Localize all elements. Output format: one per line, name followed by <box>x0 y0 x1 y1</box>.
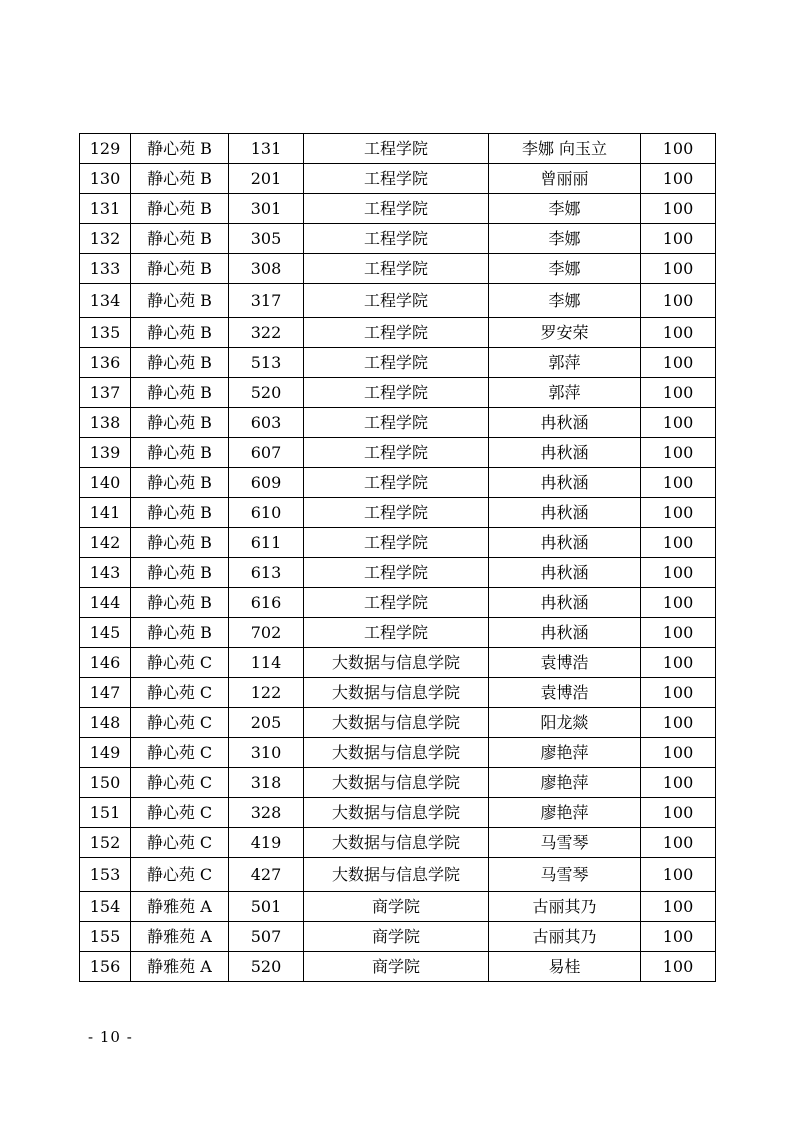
counselor-cell: 冉秋涵 <box>489 558 641 588</box>
building-cell: 静雅苑 A <box>131 952 229 982</box>
room-number-cell: 610 <box>229 498 304 528</box>
room-number-cell: 427 <box>229 858 304 892</box>
college-cell: 大数据与信息学院 <box>304 768 489 798</box>
room-number-cell: 609 <box>229 468 304 498</box>
college-cell: 工程学院 <box>304 318 489 348</box>
building-cell: 静心苑 C <box>131 738 229 768</box>
row-number-cell: 146 <box>80 648 131 678</box>
row-number-cell: 131 <box>80 194 131 224</box>
building-cell: 静心苑 B <box>131 558 229 588</box>
college-cell: 工程学院 <box>304 134 489 164</box>
row-number-cell: 156 <box>80 952 131 982</box>
counselor-cell: 李娜 <box>489 224 641 254</box>
score-cell: 100 <box>641 224 716 254</box>
score-cell: 100 <box>641 438 716 468</box>
college-cell: 大数据与信息学院 <box>304 828 489 858</box>
building-cell: 静心苑 B <box>131 224 229 254</box>
room-number-cell: 419 <box>229 828 304 858</box>
table-row <box>80 254 716 284</box>
counselor-cell: 袁博浩 <box>489 648 641 678</box>
building-cell: 静心苑 C <box>131 708 229 738</box>
college-cell: 大数据与信息学院 <box>304 738 489 768</box>
building-cell: 静心苑 B <box>131 408 229 438</box>
score-cell: 100 <box>641 284 716 318</box>
score-cell: 100 <box>641 378 716 408</box>
building-cell: 静心苑 B <box>131 588 229 618</box>
row-number-cell: 152 <box>80 828 131 858</box>
counselor-cell: 廖艳萍 <box>489 738 641 768</box>
building-cell: 静心苑 C <box>131 768 229 798</box>
table-body <box>80 134 716 982</box>
building-cell: 静心苑 B <box>131 254 229 284</box>
row-number-cell: 140 <box>80 468 131 498</box>
table-row <box>80 922 716 952</box>
table-row <box>80 952 716 982</box>
college-cell: 工程学院 <box>304 254 489 284</box>
table-row <box>80 738 716 768</box>
room-number-cell: 310 <box>229 738 304 768</box>
row-number-cell: 142 <box>80 528 131 558</box>
building-cell: 静心苑 B <box>131 318 229 348</box>
building-cell: 静心苑 C <box>131 828 229 858</box>
table-row <box>80 348 716 378</box>
score-cell: 100 <box>641 858 716 892</box>
row-number-cell: 154 <box>80 892 131 922</box>
table-row <box>80 798 716 828</box>
college-cell: 工程学院 <box>304 588 489 618</box>
building-cell: 静心苑 C <box>131 648 229 678</box>
college-cell: 工程学院 <box>304 284 489 318</box>
row-number-cell: 137 <box>80 378 131 408</box>
college-cell: 工程学院 <box>304 164 489 194</box>
score-cell: 100 <box>641 498 716 528</box>
row-number-cell: 129 <box>80 134 131 164</box>
table-row <box>80 164 716 194</box>
college-cell: 工程学院 <box>304 194 489 224</box>
score-cell: 100 <box>641 408 716 438</box>
row-number-cell: 149 <box>80 738 131 768</box>
score-cell: 100 <box>641 194 716 224</box>
room-number-cell: 613 <box>229 558 304 588</box>
college-cell: 工程学院 <box>304 558 489 588</box>
counselor-cell: 冉秋涵 <box>489 468 641 498</box>
building-cell: 静心苑 C <box>131 678 229 708</box>
room-number-cell: 611 <box>229 528 304 558</box>
building-cell: 静心苑 B <box>131 284 229 318</box>
table-row <box>80 224 716 254</box>
room-number-cell: 501 <box>229 892 304 922</box>
score-cell: 100 <box>641 588 716 618</box>
college-cell: 工程学院 <box>304 438 489 468</box>
college-cell: 工程学院 <box>304 528 489 558</box>
counselor-cell: 廖艳萍 <box>489 798 641 828</box>
table-row <box>80 648 716 678</box>
row-number-cell: 130 <box>80 164 131 194</box>
table-row <box>80 528 716 558</box>
row-number-cell: 141 <box>80 498 131 528</box>
building-cell: 静心苑 C <box>131 858 229 892</box>
score-cell: 100 <box>641 828 716 858</box>
counselor-cell: 冉秋涵 <box>489 588 641 618</box>
room-number-cell: 520 <box>229 952 304 982</box>
room-number-cell: 603 <box>229 408 304 438</box>
table-row <box>80 588 716 618</box>
counselor-cell: 马雪琴 <box>489 828 641 858</box>
row-number-cell: 139 <box>80 438 131 468</box>
building-cell: 静雅苑 A <box>131 922 229 952</box>
table-row <box>80 378 716 408</box>
room-number-cell: 122 <box>229 678 304 708</box>
row-number-cell: 153 <box>80 858 131 892</box>
score-cell: 100 <box>641 558 716 588</box>
row-number-cell: 147 <box>80 678 131 708</box>
page-number: - 10 - <box>88 1028 133 1046</box>
college-cell: 大数据与信息学院 <box>304 798 489 828</box>
score-cell: 100 <box>641 708 716 738</box>
score-cell: 100 <box>641 348 716 378</box>
college-cell: 大数据与信息学院 <box>304 678 489 708</box>
room-number-cell: 520 <box>229 378 304 408</box>
score-cell: 100 <box>641 468 716 498</box>
score-cell: 100 <box>641 798 716 828</box>
score-cell: 100 <box>641 648 716 678</box>
building-cell: 静心苑 B <box>131 618 229 648</box>
building-cell: 静心苑 B <box>131 378 229 408</box>
building-cell: 静雅苑 A <box>131 892 229 922</box>
room-number-cell: 616 <box>229 588 304 618</box>
building-cell: 静心苑 B <box>131 468 229 498</box>
row-number-cell: 150 <box>80 768 131 798</box>
counselor-cell: 冉秋涵 <box>489 528 641 558</box>
table-row <box>80 134 716 164</box>
counselor-cell: 郭萍 <box>489 378 641 408</box>
counselor-cell: 曾丽丽 <box>489 164 641 194</box>
college-cell: 大数据与信息学院 <box>304 648 489 678</box>
counselor-cell: 李娜 <box>489 254 641 284</box>
counselor-cell: 李娜 <box>489 194 641 224</box>
score-cell: 100 <box>641 738 716 768</box>
college-cell: 工程学院 <box>304 348 489 378</box>
score-cell: 100 <box>641 528 716 558</box>
table-row <box>80 768 716 798</box>
room-number-cell: 513 <box>229 348 304 378</box>
room-number-cell: 305 <box>229 224 304 254</box>
counselor-cell: 冉秋涵 <box>489 408 641 438</box>
room-number-cell: 131 <box>229 134 304 164</box>
college-cell: 商学院 <box>304 892 489 922</box>
counselor-cell: 罗安荣 <box>489 318 641 348</box>
row-number-cell: 135 <box>80 318 131 348</box>
score-cell: 100 <box>641 768 716 798</box>
table-row <box>80 498 716 528</box>
row-number-cell: 143 <box>80 558 131 588</box>
room-number-cell: 507 <box>229 922 304 952</box>
table-row <box>80 858 716 892</box>
row-number-cell: 136 <box>80 348 131 378</box>
room-number-cell: 607 <box>229 438 304 468</box>
building-cell: 静心苑 B <box>131 134 229 164</box>
row-number-cell: 148 <box>80 708 131 738</box>
college-cell: 工程学院 <box>304 498 489 528</box>
room-number-cell: 318 <box>229 768 304 798</box>
row-number-cell: 144 <box>80 588 131 618</box>
counselor-cell: 冉秋涵 <box>489 438 641 468</box>
score-cell: 100 <box>641 134 716 164</box>
counselor-cell: 冉秋涵 <box>489 618 641 648</box>
building-cell: 静心苑 B <box>131 348 229 378</box>
table-row <box>80 318 716 348</box>
college-cell: 工程学院 <box>304 224 489 254</box>
counselor-cell: 阳龙燚 <box>489 708 641 738</box>
row-number-cell: 134 <box>80 284 131 318</box>
score-cell: 100 <box>641 678 716 708</box>
table-row <box>80 468 716 498</box>
room-number-cell: 114 <box>229 648 304 678</box>
row-number-cell: 133 <box>80 254 131 284</box>
counselor-cell: 李娜 <box>489 284 641 318</box>
table-row <box>80 892 716 922</box>
room-number-cell: 301 <box>229 194 304 224</box>
college-cell: 大数据与信息学院 <box>304 858 489 892</box>
building-cell: 静心苑 B <box>131 164 229 194</box>
building-cell: 静心苑 C <box>131 798 229 828</box>
row-number-cell: 145 <box>80 618 131 648</box>
row-number-cell: 138 <box>80 408 131 438</box>
counselor-cell: 易桂 <box>489 952 641 982</box>
room-number-cell: 205 <box>229 708 304 738</box>
table-row <box>80 438 716 468</box>
table-row <box>80 408 716 438</box>
college-cell: 工程学院 <box>304 408 489 438</box>
table-row <box>80 284 716 318</box>
building-cell: 静心苑 B <box>131 498 229 528</box>
counselor-cell: 古丽其乃 <box>489 922 641 952</box>
college-cell: 商学院 <box>304 922 489 952</box>
counselor-cell: 古丽其乃 <box>489 892 641 922</box>
table-row <box>80 558 716 588</box>
room-number-cell: 317 <box>229 284 304 318</box>
counselor-cell: 冉秋涵 <box>489 498 641 528</box>
score-cell: 100 <box>641 892 716 922</box>
score-cell: 100 <box>641 254 716 284</box>
room-number-cell: 702 <box>229 618 304 648</box>
score-cell: 100 <box>641 922 716 952</box>
score-cell: 100 <box>641 164 716 194</box>
score-cell: 100 <box>641 618 716 648</box>
table-row <box>80 828 716 858</box>
building-cell: 静心苑 B <box>131 194 229 224</box>
row-number-cell: 151 <box>80 798 131 828</box>
room-number-cell: 201 <box>229 164 304 194</box>
row-number-cell: 155 <box>80 922 131 952</box>
table-row <box>80 618 716 648</box>
counselor-cell: 马雪琴 <box>489 858 641 892</box>
row-number-cell: 132 <box>80 224 131 254</box>
counselor-cell: 郭萍 <box>489 348 641 378</box>
room-number-cell: 328 <box>229 798 304 828</box>
table-row <box>80 708 716 738</box>
room-number-cell: 308 <box>229 254 304 284</box>
counselor-cell: 李娜 向玉立 <box>489 134 641 164</box>
college-cell: 工程学院 <box>304 468 489 498</box>
score-cell: 100 <box>641 952 716 982</box>
college-cell: 工程学院 <box>304 618 489 648</box>
dorm-score-table <box>79 133 716 982</box>
room-number-cell: 322 <box>229 318 304 348</box>
table-row <box>80 194 716 224</box>
table-row <box>80 678 716 708</box>
counselor-cell: 廖艳萍 <box>489 768 641 798</box>
building-cell: 静心苑 B <box>131 528 229 558</box>
college-cell: 商学院 <box>304 952 489 982</box>
counselor-cell: 袁博浩 <box>489 678 641 708</box>
building-cell: 静心苑 B <box>131 438 229 468</box>
score-cell: 100 <box>641 318 716 348</box>
college-cell: 工程学院 <box>304 378 489 408</box>
college-cell: 大数据与信息学院 <box>304 708 489 738</box>
